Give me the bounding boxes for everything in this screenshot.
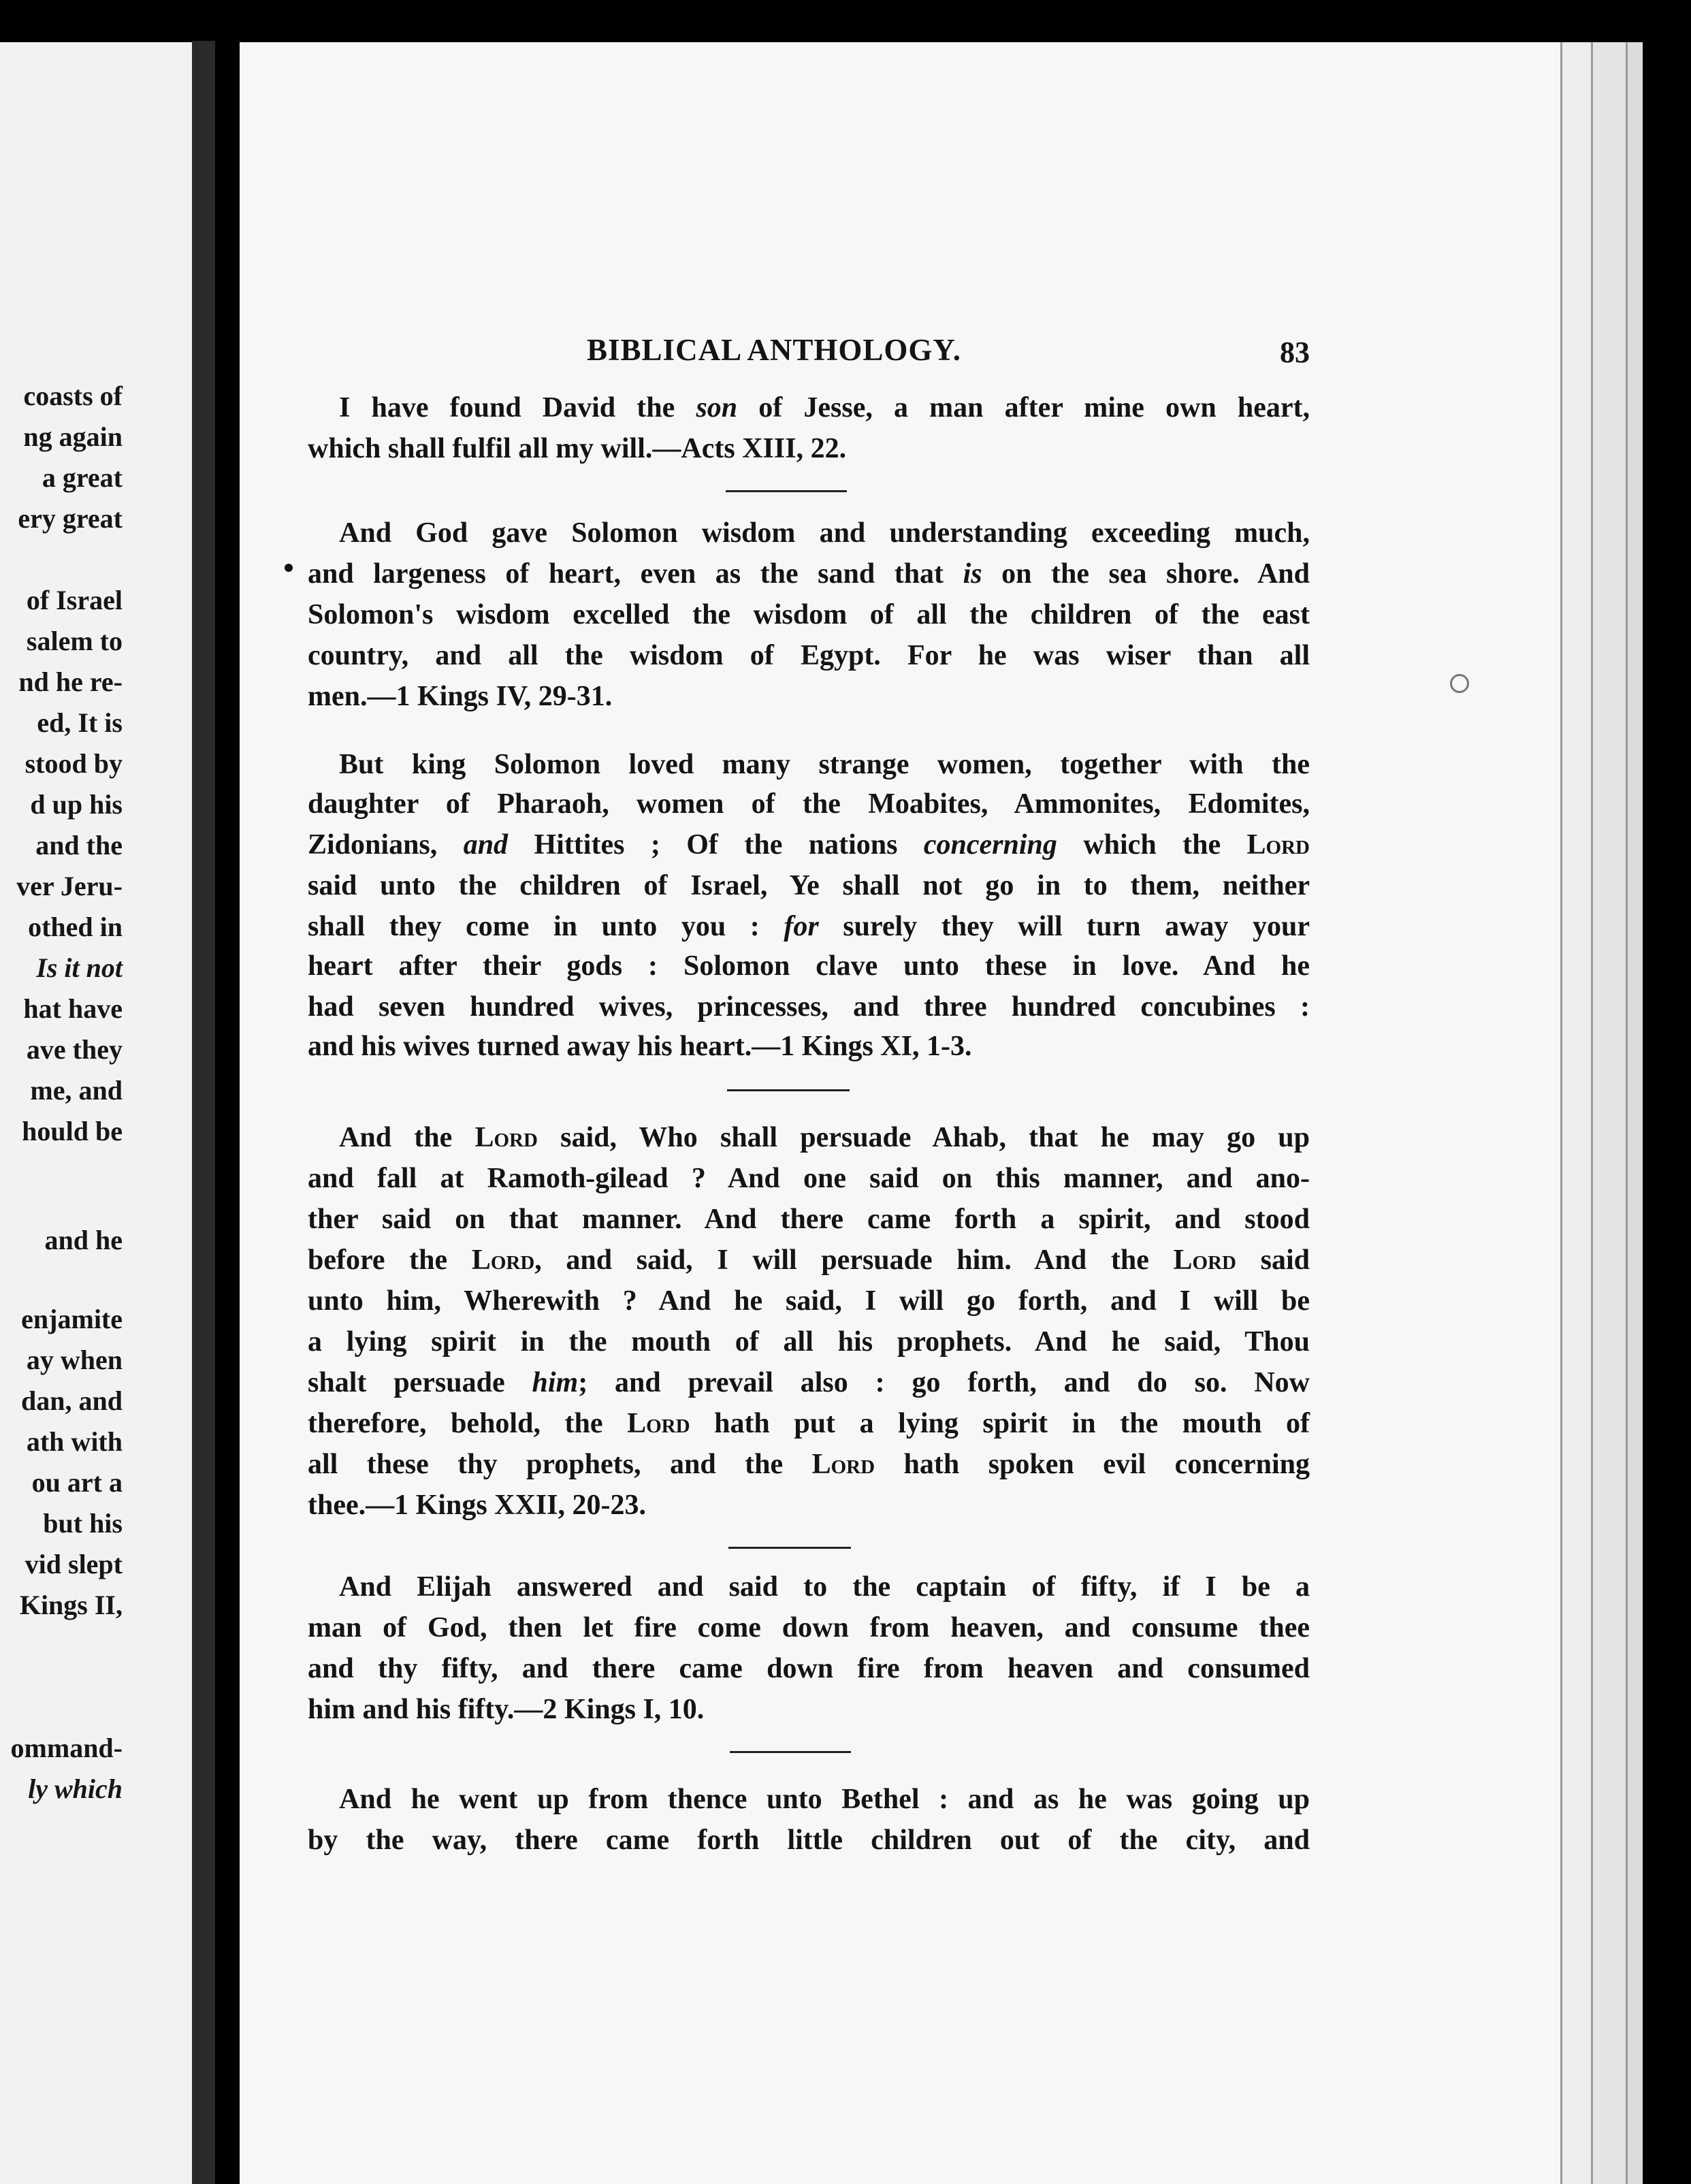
text-line: before the Lord, and said, I will persuade him. And the Lord said [308, 1244, 1310, 1276]
left-fragment: but his [43, 1508, 123, 1539]
text-line: therefore, behold, the Lord hath put a lying spirit in the mouth of [308, 1408, 1310, 1439]
text-line: man of God, then let fire come down from heaven, and consume thee [308, 1612, 1310, 1643]
left-fragment: ay when [26, 1345, 123, 1375]
text-line: shall they come in unto you : for surely they will turn away your [308, 911, 1310, 942]
left-fragment: salem to [26, 626, 123, 656]
left-fragment: ath with [26, 1426, 123, 1457]
ink-mark [285, 564, 293, 572]
left-fragment: coasts of [23, 381, 123, 411]
text-line: a lying spirit in the mouth of all his prophets. And he said, Thou [308, 1326, 1310, 1358]
text-line: shalt persuade him; and prevail also : go forth, and do so. Now [308, 1367, 1310, 1398]
left-fragment: ave they [26, 1034, 123, 1065]
running-header: BIBLICAL ANTHOLOGY. [587, 333, 962, 367]
text-line: and thy fifty, and there came down fire from heaven and consumed [308, 1653, 1310, 1684]
text-line: And Elijah answered and said to the captain of fifty, if I be a [339, 1571, 1310, 1603]
text-line: thee.—1 Kings XXII, 20-23. [308, 1490, 647, 1521]
scan-speck [1450, 674, 1469, 693]
text-line: which shall fulfil all my will.—Acts XIII, 22. [308, 433, 847, 464]
left-fragment: dan, and [21, 1385, 123, 1416]
left-fragment: d up his [30, 789, 123, 820]
left-fragment: ery great [18, 503, 123, 534]
text-line: heart after their gods : Solomon clave unto these in love. And he [308, 950, 1310, 982]
page-edge [1591, 42, 1626, 2184]
text-line: But king Solomon loved many strange women, together with the [339, 749, 1310, 780]
left-fragment: othed in [28, 912, 123, 942]
section-divider [728, 1547, 851, 1549]
left-fragment: ly which [28, 1773, 123, 1804]
left-fragment: Is it not [36, 952, 123, 983]
section-divider [730, 1751, 851, 1753]
text-line: country, and all the wisdom of Egypt. For he was wiser than all [308, 640, 1310, 671]
left-fragment: stood by [25, 748, 123, 779]
left-fragment: and the [35, 830, 123, 861]
left-fragment: ou art a [31, 1467, 123, 1498]
left-fragment: ver Jeru- [16, 871, 123, 901]
left-page [0, 42, 192, 2184]
text-line: ther said on that manner. And there came forth a spirit, and stood [308, 1204, 1310, 1235]
text-line: Solomon's wisdom excelled the wisdom of all the children of the east [308, 599, 1310, 630]
text-line: I have found David the son of Jesse, a man after mine own heart, [339, 392, 1310, 423]
left-fragment: vid slept [25, 1549, 123, 1579]
text-line: said unto the children of Israel, Ye shall not go in to them, neither [308, 870, 1310, 901]
text-line: unto him, Wherewith ? And he said, I will go forth, and I will be [308, 1285, 1310, 1317]
text-line: And the Lord said, Who shall persuade Ahab, that he may go up [339, 1122, 1310, 1153]
left-fragment: me, and [30, 1075, 123, 1106]
left-fragment: and he [44, 1225, 123, 1255]
left-fragment: enjamite [21, 1304, 123, 1334]
text-line: men.—1 Kings IV, 29-31. [308, 681, 613, 712]
left-fragment: ed, It is [37, 707, 123, 738]
text-line: and largeness of heart, even as the sand that is on the sea shore. And [308, 558, 1310, 590]
left-fragment: hat have [23, 993, 123, 1024]
left-fragment: nd he re- [18, 667, 123, 697]
text-line: by the way, there came forth little children out of the city, and [308, 1825, 1310, 1856]
text-line: all these thy prophets, and the Lord hath spoken evil concerning [308, 1449, 1310, 1480]
left-fragment: a great [42, 462, 123, 493]
left-fragment: Kings II, [19, 1590, 123, 1620]
left-fragment: ommand- [10, 1733, 123, 1763]
text-line: and fall at Ramoth-gilead ? And one said on this manner, and ano- [308, 1163, 1310, 1194]
section-divider [727, 1089, 850, 1091]
text-line: and his wives turned away his heart.—1 Kings XI, 1-3. [308, 1031, 972, 1062]
page-edge [1626, 42, 1643, 2184]
page-number: 83 [1280, 336, 1310, 369]
text-line: And he went up from thence unto Bethel : and as he was going up [339, 1784, 1310, 1815]
section-divider [726, 490, 847, 492]
page-edge [1560, 42, 1591, 2184]
left-fragment: hould be [22, 1116, 123, 1146]
left-fragment: ng again [23, 421, 123, 452]
text-line: Zidonians, and Hittites ; Of the nations concerning which the Lord [308, 829, 1310, 861]
text-line: And God gave Solomon wisdom and understanding exceeding much, [339, 517, 1310, 549]
text-line: him and his fifty.—2 Kings I, 10. [308, 1694, 705, 1725]
text-line: had seven hundred wives, princesses, and three hundred concubines : [308, 991, 1310, 1023]
left-fragment: of Israel [26, 585, 123, 615]
text-line: daughter of Pharaoh, women of the Moabites, Ammonites, Edomites, [308, 788, 1310, 820]
book-gutter [192, 41, 215, 2184]
